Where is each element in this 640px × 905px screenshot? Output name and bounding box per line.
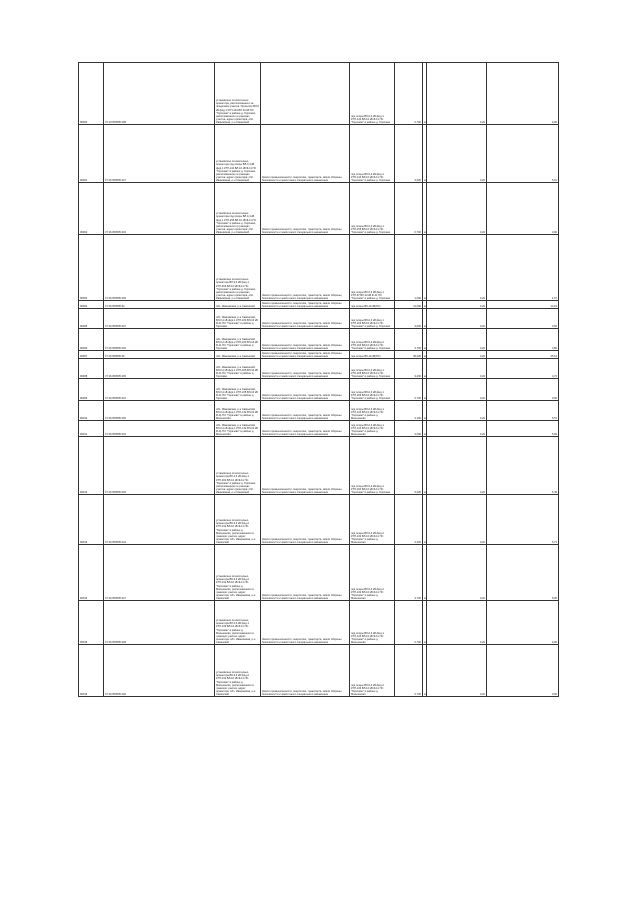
table-row [79, 401, 559, 421]
parcel-id-cell: 90013 [79, 495, 104, 545]
address-cell: установлено относительно ориентира под опоры ВЛ-0,4 кВ фид.1 КТП-144 ВЛ-10 кВ Ф-11 ПС "Горячево" в районе д. Горячево, расположенного в границах участка. адрес ориентира: обл. Ивановская, р-н Савинский [215, 125, 261, 183]
address-cell: установлено относительно ориентира ВЛ-0,4 кВ фид.1 КТП-133 ВЛ-10 кВ Ф-11 ПС "Горячево" в районе д. Мальчиково, расположенного в границах участка. адрес ориентира: обл. Ивановская, р-н Савинский [215, 601, 261, 645]
address-cell: обл. Ивановская, р-н Савинский, ВЛ-0,4 кВ фид.1 КТП-132 ВЛ-10 кВ Ф-11 ПС "Горячево" в районе д. Мальчиково [215, 421, 261, 437]
tax-rate-cell: 0,20 [427, 545, 487, 601]
unit-cell: м [423, 379, 427, 401]
parcel-id-cell: 90001 [79, 125, 104, 183]
cadastral-number-cell: 37:16:050505:209 [104, 235, 215, 301]
tax-amount-cell: 0,90 [487, 63, 559, 125]
area-cell: 0,700 [395, 63, 423, 125]
land-category-cell: Земли промышленности, энергетики, транспорта, земли обороны, безопасности и земли иного специального назначения [261, 351, 350, 359]
area-cell: 3,400 [395, 359, 423, 379]
unit-cell: м [423, 401, 427, 421]
permitted-use-cell: под опоры ВЛ-0,4 кВ фид.2 КТП-132 ВЛ-10 кВ Ф-11 ПС "Горячево" в районе д. Мальчиково [350, 495, 395, 545]
area-cell: 0,700 [395, 379, 423, 401]
unit-cell: м [423, 421, 427, 437]
parcel-id-cell: 90012 [79, 437, 104, 495]
area-cell: 0,700 [395, 183, 423, 235]
table-row [79, 421, 559, 437]
permitted-use-cell: под опоры ВЛ-0,4 кВ фид.1 КТП-144 ВЛ-10 кВ Ф-11 ПС "Горячево" в районе д. Горячево [350, 125, 395, 183]
land-category-cell: Земли промышленности, энергетики, транспорта, земли обороны, безопасности и земли иного специального назначения [261, 645, 350, 697]
table-row [79, 183, 559, 235]
address-cell: установлено относительно ориентира, расположенного за пределами участка. Ориентир ВЛ-6 кВ фид.1 КТП-144 ВЛ-10 кВ ПС "Горячево" в районе д. Горячево, расположенного в границах участка. адрес ориентира: обл. Ивановская, р-н Савинский [215, 63, 261, 125]
address-cell: обл. Ивановская, р-н Савинский, ВЛ-0,4 кВ фид.1 КТП-132 ВЛ-10 кВ Ф-11 ПС "Горячево" в районе д. Мальчиково [215, 401, 261, 421]
area-cell: 5,000 [395, 437, 423, 495]
table-row [79, 301, 559, 309]
cadastral-number-cell: 37:10:050505:208 [104, 63, 215, 125]
unit-cell: м [423, 329, 427, 351]
area-cell: 1,000 [395, 235, 423, 301]
tax-rate-cell: 0,20 [427, 401, 487, 421]
parcel-id-cell: 90002 [79, 183, 104, 235]
land-category-cell: Земли промышленности, энергетики, транспорта, земли обороны, безопасности и земли иного специального назначения [261, 183, 350, 235]
area-cell: 0,700 [395, 645, 423, 697]
area-cell: 4,000 [395, 421, 423, 437]
land-category-cell [261, 63, 350, 125]
cadastral-number-cell: 37:16:050505:203 [104, 183, 215, 235]
tax-rate-cell: 0,20 [427, 183, 487, 235]
permitted-use-cell: под опоры ВЛ-0,4 кВ фид.1 КТП-155 ВЛ-10 кВ Ф-11 ПС "Горячево" в районе д. Горячево [350, 183, 395, 235]
permitted-use-cell: под опоры ВЛ-10 кВ(ПС) [350, 301, 395, 309]
unit-cell: м [423, 495, 427, 545]
table-row [79, 329, 559, 351]
tax-rate-cell: 0,20 [427, 495, 487, 545]
unit-cell: м [423, 183, 427, 235]
cadastral-number-cell: 37:16:050505:245 [104, 437, 215, 495]
land-category-cell: Земли промышленности, энергетики, транспорта, земли обороны, безопасности и земли иного специального назначения [261, 545, 350, 601]
area-cell: 0,700 [395, 601, 423, 645]
area-cell: 3,000 [395, 309, 423, 329]
land-category-cell: Земли промышленности, энергетики, транспорта, земли обороны, безопасности и земли иного специального назначения [261, 495, 350, 545]
table-row [79, 235, 559, 301]
area-cell: 3,600 [395, 125, 423, 183]
table-row [79, 495, 559, 545]
table-row [79, 645, 559, 697]
table-row [79, 437, 559, 495]
permitted-use-cell: под опоры ВЛ-0,4 кВ фид.1 КТП-160 ВЛ-10 кВ Ф-11 ПС "Горячево" в районе д. Горячево [350, 437, 395, 495]
cadastral-number-cell: 37:16:050505:33 [104, 301, 215, 309]
tax-amount-cell: 14,15 [487, 301, 559, 309]
parcel-id-cell: 90008 [79, 359, 104, 379]
unit-cell: м [423, 545, 427, 601]
address-cell: обл. Ивановская, р-н Савинский, ВЛ-0,4 кВ фид.2 КТП-163 ВЛ-10 кВ Ф-11 ПС "Горячево" в районе д. Горячево [215, 329, 261, 351]
parcel-id-cell: 90015 [79, 601, 104, 645]
unit-cell: м [423, 125, 427, 183]
parcel-id-cell: 90005 [79, 309, 104, 329]
tax-rate-cell: 0,20 [427, 301, 487, 309]
parcel-id-cell: 90007 [79, 351, 104, 359]
permitted-use-cell: под опоры ВЛ-0,4 кВ фид.1 КТП-133 ВЛ-10 кВ Ф-11 ПС "Горячево" в районе д. Мальчиково [350, 601, 395, 645]
parcel-id-cell: 90004 [79, 301, 104, 309]
tax-rate-cell: 0,20 [427, 601, 487, 645]
cadastral-number-cell: 37:16:050505:207 [104, 309, 215, 329]
land-parcels-table [78, 62, 559, 697]
table-body [79, 63, 559, 697]
parcel-id-cell: 90014 [79, 545, 104, 601]
parcel-id-cell: 90011 [79, 421, 104, 437]
tax-rate-cell: 0,20 [427, 421, 487, 437]
cadastral-number-cell: 37:16:050505:36 [104, 351, 215, 359]
unit-cell: м [423, 63, 427, 125]
table-row [79, 309, 559, 329]
cadastral-number-cell: 37:16:050505:205 [104, 359, 215, 379]
land-category-cell: Земли промышленности, энергетики, транспорта, земли обороны, безопасности и земли иного специального назначения [261, 359, 350, 379]
tax-amount-cell: 45,16 [487, 351, 559, 359]
tax-amount-cell: 0,90 [487, 645, 559, 697]
area-cell: 11,000 [395, 301, 423, 309]
table-row [79, 351, 559, 359]
tax-amount-cell: 5,00 [487, 545, 559, 601]
address-cell: установлено относительно ориентира под опоры ВЛ-0,4 кВ фид.1 КТП-155 ВЛ-10 кВ Ф-11 ПС "Горячево" в районе д. Горячево, расположенного в границах участка. адрес ориентира: обл. Ивановская, р-н Савинский [215, 183, 261, 235]
parcel-id-cell: 90009 [79, 379, 104, 401]
unit-cell: м [423, 645, 427, 697]
address-cell: установлено относительно ориентира ВЛ-0,4 кВ фид.1 КТП-163 ВЛ-10 кВ Ф-11 ПС "Горячево" в районе д. Горячево, расположенного в границах участка. адрес ориентира: обл. Ивановская, р-н Савинский [215, 235, 261, 301]
parcel-id-cell: 90016 [79, 645, 104, 697]
permitted-use-cell: под опоры ВЛ-0,4 кВ фид.2 КТП-133 ВЛ-10 кВ Ф-11 ПС "Горячево" в районе д. Мальчиково [350, 645, 395, 697]
permitted-use-cell: под опоры ВЛ-0,4 кВ фид.1 КТП-165 ВЛ-10 кВ Ф-11 ПС "Горячево" в районе д. Горячево [350, 359, 395, 379]
parcel-id-cell: 90010 [79, 401, 104, 421]
permitted-use-cell: под опоры ВЛ-0,4 кВ фид.2 КТП-132 ВЛ-10 кВ Ф-11 ПС "Горячево" в районе д. Мальчиково [350, 545, 395, 601]
permitted-use-cell: под опоры ВЛ-0,4 кВ фид.1 КТП-165 ВЛ-10 кВ Ф-11 ПС "Горячево" в районе д. Горячево [350, 379, 395, 401]
table-row [79, 545, 559, 601]
land-category-cell: Земли промышленности, энергетики, транспорта, земли обороны, безопасности и земли иного специального назначения [261, 235, 350, 301]
land-category-cell: Земли промышленности, энергетики, транспорта, земли обороны, безопасности и земли иного специального назначения [261, 379, 350, 401]
tax-amount-cell: 4,80 [487, 329, 559, 351]
permitted-use-cell: под опоры ВЛ-0,4 кВ фид.1 КТП-132 ВЛ-10 кВ Ф-11 ПС "Горячево" в районе д. Мальчиково [350, 401, 395, 421]
land-category-cell: Земли промышленности, энергетики, транспорта, земли обороны, безопасности и земли иного специального назначения [261, 421, 350, 437]
tax-rate-cell: 0,20 [427, 359, 487, 379]
permitted-use-cell: под опоры ВЛ-0,4 кВ фид.1 КТП-144 ВЛ-10 кВ Ф-11 ПС "Горячево" в районе д. Горячево [350, 63, 395, 125]
table-row [79, 359, 559, 379]
tax-rate-cell: 0,20 [427, 437, 487, 495]
parcel-id-cell: 90000 [79, 63, 104, 125]
address-cell: обл. Ивановская, р-н Савинский, ВЛ-0,4 кВ фид.1 КТП-163 ВЛ-10 кВ Ф-11 ПС "Горячево" в районе д. Горячево [215, 309, 261, 329]
tax-rate-cell: 0,20 [427, 329, 487, 351]
unit-cell: м [423, 235, 427, 301]
cadastral-number-cell: 37:16:050505:246 [104, 645, 215, 697]
address-cell: обл. Ивановская, р-н Савинский, ВЛ-0,4 кВ фид.1 КТП-165 ВЛ-10 кВ Ф-11 ПС "Горячево" в районе д. Горячево [215, 379, 261, 401]
address-cell: установлено относительно ориентира ВЛ-0,4 кВ фид.1 КТП-160 ВЛ-10 кВ Ф-11 ПС "Горячево" в районе д. Горячево, расположенного в границах участка. адрес ориентира: обл. Ивановская, р-н Савинский [215, 437, 261, 495]
address-cell: установлено относительно ориентира ВЛ-0,4 кВ фид.2 КТП-133 ВЛ-10 кВ Ф-11 ПС "Горячево" в районе д. Мальчиково, расположенного в границах участка. адрес ориентира: обл. Ивановская, р-н Савинский [215, 645, 261, 697]
land-category-cell: Земли промышленности, энергетики, транспорта, земли обороны, безопасности и земли иного специального назначения [261, 601, 350, 645]
area-cell: 4,100 [395, 401, 423, 421]
tax-amount-cell: 5,01 [487, 125, 559, 183]
tax-rate-cell: 0,20 [427, 125, 487, 183]
parcel-id-cell: 90003 [79, 235, 104, 301]
tax-rate-cell: 0,20 [427, 379, 487, 401]
cadastral-number-cell: 37:16:050505:240 [104, 401, 215, 421]
tax-amount-cell: 0,90 [487, 183, 559, 235]
area-cell: 3,700 [395, 329, 423, 351]
land-category-cell: Земли промышленности, энергетики, транспорта, земли обороны, безопасности и земли иного специального назначения [261, 401, 350, 421]
cadastral-number-cell: 37:16:050505:244 [104, 495, 215, 545]
address-cell: установлено относительно ориентира ВЛ-0,4 кВ фид.2 КТП-132 ВЛ-10 кВ Ф-11 ПС "Горячево" в районе д. Мальчиково, расположенного в границах участка. адрес ориентира: обл. Ивановская, р-н Савинский [215, 545, 261, 601]
unit-cell: м [423, 601, 427, 645]
tax-rate-cell: 0,20 [427, 63, 487, 125]
spreadsheet-page [78, 62, 558, 697]
tax-amount-cell: 5,57 [487, 401, 559, 421]
land-category-cell: Земли промышленности, энергетики, транспорта, земли обороны, безопасности и земли иного специального назначения [261, 301, 350, 309]
cadastral-number-cell: 37:16:050505:243 [104, 421, 215, 437]
area-cell: 3,700 [395, 545, 423, 601]
tax-rate-cell: 0,20 [427, 351, 487, 359]
unit-cell: м [423, 301, 427, 309]
land-category-cell: Земли промышленности, энергетики, транспорта, земли обороны, безопасности и земли иного специального назначения [261, 309, 350, 329]
permitted-use-cell: под опоры ВЛ-0,4 кВ фид.1 КТП-67 ВЛ-10 кВ Ф-11 ПС "Горячево" в районе д. Горячево [350, 235, 395, 301]
land-category-cell: Земли промышленности, энергетики, транспорта, земли обороны, безопасности и земли иного специального назначения [261, 329, 350, 351]
tax-rate-cell: 0,20 [427, 235, 487, 301]
tax-amount-cell: 1,57 [487, 235, 559, 301]
table-row [79, 63, 559, 125]
permitted-use-cell: под опоры ВЛ-0,4 кВ фид.1 КТП-132 ВЛ-10 кВ Ф-11 ПС "Горячево" в районе д. Мальчиково [350, 421, 395, 437]
tax-amount-cell: 0,90 [487, 379, 559, 401]
cadastral-number-cell: 37:16:050505:248 [104, 601, 215, 645]
unit-cell: м [423, 351, 427, 359]
tax-rate-cell: 0,20 [427, 645, 487, 697]
table-row [79, 601, 559, 645]
area-cell: 4,400 [395, 495, 423, 545]
tax-amount-cell: 5,71 [487, 495, 559, 545]
permitted-use-cell: под опоры ВЛ-10 кВ(ПС) [350, 351, 395, 359]
tax-rate-cell: 0,20 [427, 309, 487, 329]
land-category-cell: Земли промышленности, энергетики, транспорта, земли обороны, безопасности и земли иного специального назначения [261, 437, 350, 495]
tax-amount-cell: 6,45 [487, 437, 559, 495]
unit-cell: м [423, 437, 427, 495]
address-cell: установлено относительно ориентира ВЛ-0,4 кВ фид.2 КТП-132 ВЛ-10 кВ Ф-11 ПС "Горячево" в районе д. Мальчиково, расположенного в границах участка. адрес ориентира: обл. Ивановская, р-н Савинский [215, 495, 261, 545]
tax-amount-cell: 4,70 [487, 359, 559, 379]
unit-cell: м [423, 359, 427, 379]
address-cell: обл. Ивановская, р-н Савинский, ВЛ-0,4 кВ фид.1 КТП-165 ВЛ-10 кВ Ф-11 ПС "Горячево" в районе д. Горячево [215, 359, 261, 379]
cadastral-number-cell: 37:16:050505:202 [104, 329, 215, 351]
permitted-use-cell: под опоры ВЛ-0,4 кВ фид.1 КТП-163 ВЛ-10 кВ Ф-11 ПС "Горячево" в районе д. Горячево [350, 309, 395, 329]
area-cell: 35,000 [395, 351, 423, 359]
address-cell: обл. Ивановская, р-н Савинский [215, 351, 261, 359]
cadastral-number-cell: 37:16:050505:201 [104, 379, 215, 401]
permitted-use-cell: под опоры ВЛ-0,4 кВ фид.2 КТП-163 ВЛ-10 кВ Ф-11 ПС "Горячево" в районе д. Горячево [350, 329, 395, 351]
cadastral-number-cell: 37:16:050505:247 [104, 125, 215, 183]
land-category-cell: Земли промышленности, энергетики, транспорта, земли обороны, безопасности и земли иного специального назначения [261, 125, 350, 183]
unit-cell: м [423, 309, 427, 329]
address-cell: обл. Ивановская, р-н Савинский [215, 301, 261, 309]
parcel-id-cell: 90006 [79, 329, 104, 351]
tax-amount-cell: 0,90 [487, 601, 559, 645]
table-row [79, 379, 559, 401]
tax-amount-cell: 5,00 [487, 421, 559, 437]
table-row [79, 125, 559, 183]
cadastral-number-cell: 37:16:050505:247 [104, 545, 215, 601]
tax-amount-cell: 4,50 [487, 309, 559, 329]
